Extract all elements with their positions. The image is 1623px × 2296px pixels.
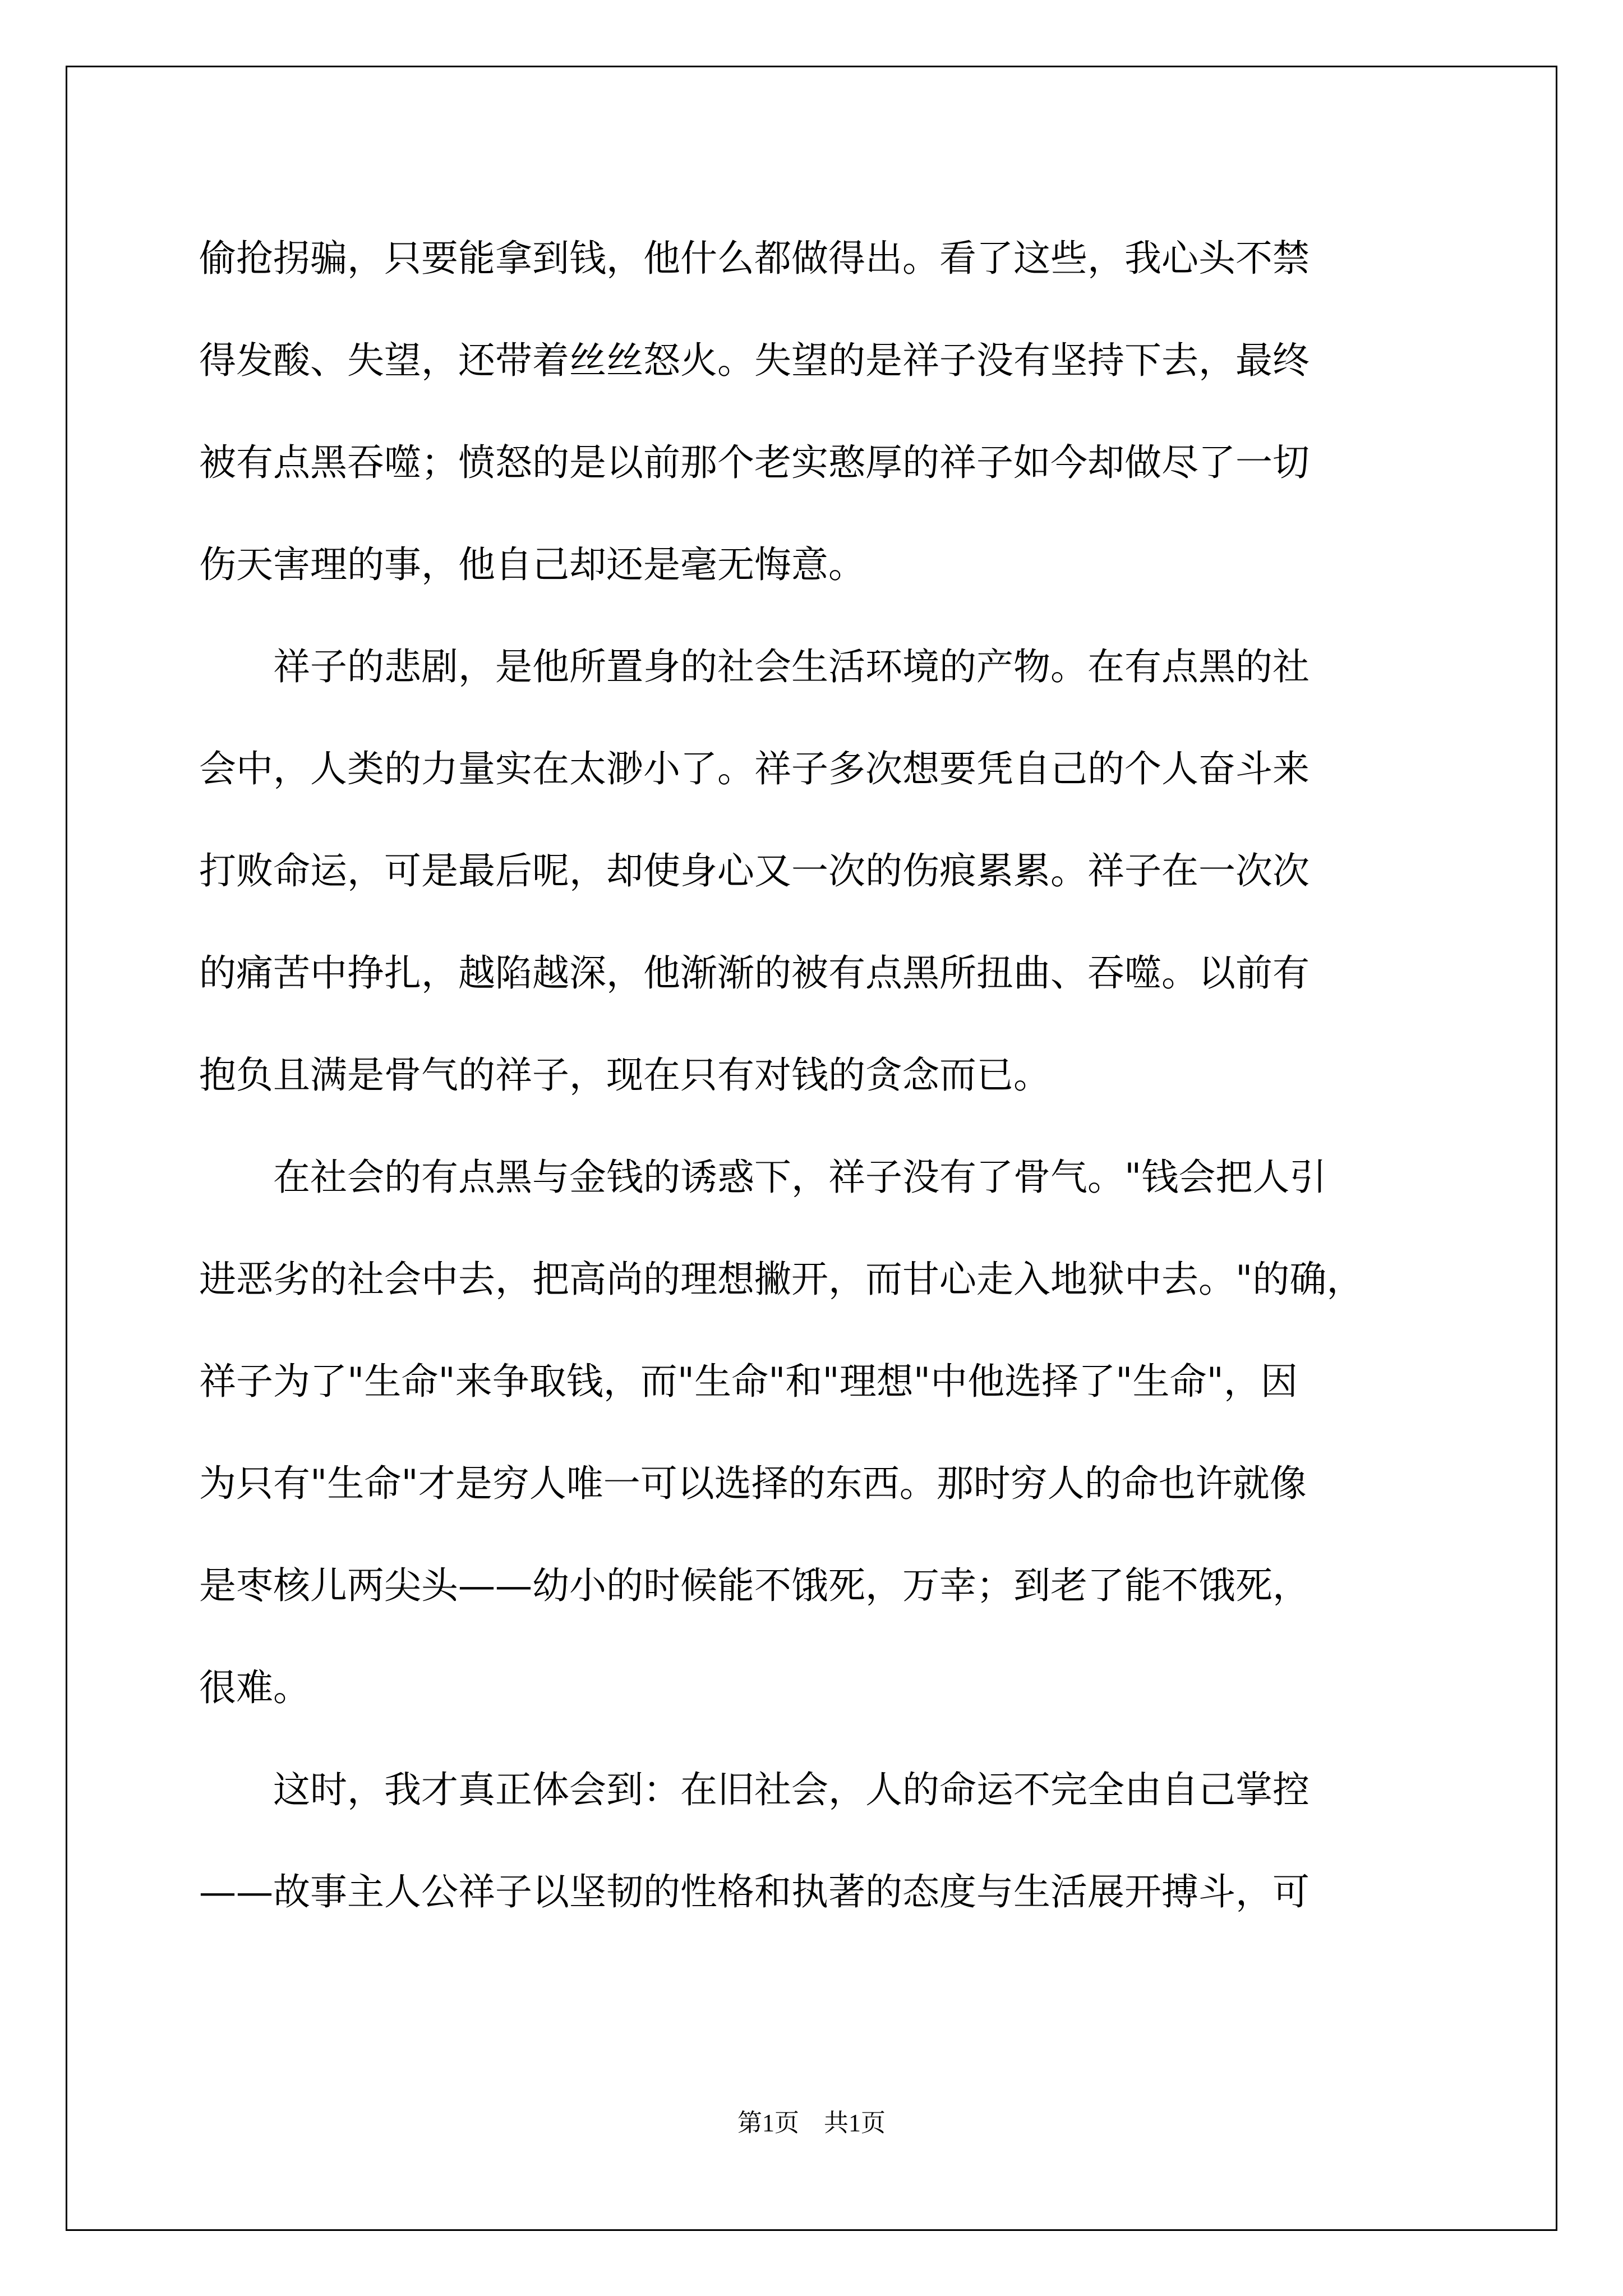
text-line: 的痛苦中挣扎，越陷越深，他渐渐的被有点黑所扭曲、吞噬。以前有 (199, 951, 1310, 995)
paragraph-2 (199, 616, 1433, 1126)
text-line: 被有点黑吞噬；愤怒的是以前那个老实憨厚的祥子如今却做尽了一切 (199, 441, 1310, 484)
paragraph-4 (199, 1739, 1433, 1943)
text-line: ——故事主人公祥子以坚韧的性格和执著的态度与生活展开搏斗，可 (199, 1870, 1310, 1913)
text-line: 抱负且满是骨气的祥子，现在只有对钱的贪念而已。 (199, 1053, 1050, 1097)
text-line: 很难。 (199, 1666, 310, 1709)
text-line: 打败命运，可是最后呢，却使身心又一次的伤痕累累。祥子在一次次 (199, 849, 1310, 892)
paragraph-3 (199, 1126, 1433, 1739)
document-body (199, 208, 1433, 1943)
text-line: 为只有"生命"才是穷人唯一可以选择的东西。那时穷人的命也许就像 (199, 1462, 1307, 1505)
text-line: 伤天害理的事，他自己却还是毫无悔意。 (199, 543, 865, 586)
text-line: 会中，人类的力量实在太渺小了。祥子多次想要凭自己的个人奋斗来 (199, 747, 1310, 790)
text-line: 进恶劣的社会中去，把高尚的理想撇开，而甘心走入地狱中去。"的确， (199, 1258, 1364, 1301)
text-line: 这时，我才真正体会到：在旧社会，人的命运不完全由自己掌控 (199, 1768, 1310, 1811)
text-line: 祥子的悲剧，是他所置身的社会生活环境的产物。在有点黑的社 (199, 645, 1310, 688)
text-line: 是枣核儿两尖头——幼小的时候能不饿死，万幸；到老了能不饿死， (199, 1564, 1310, 1607)
text-line: 得发酸、失望，还带着丝丝怒火。失望的是祥子没有坚持下去，最终 (199, 339, 1310, 382)
text-line: 在社会的有点黑与金钱的诱惑下，祥子没有了骨气。"钱会把人引 (199, 1156, 1327, 1199)
text-line: 祥子为了"生命"来争取钱，而"生命"和"理想"中他选择了"生命"，因 (199, 1360, 1298, 1403)
text-line: 偷抢拐骗，只要能拿到钱，他什么都做得出。看了这些，我心头不禁 (199, 237, 1310, 280)
page-number-footer: 第1页 共1页 (737, 2109, 886, 2137)
paragraph-1 (199, 208, 1433, 616)
